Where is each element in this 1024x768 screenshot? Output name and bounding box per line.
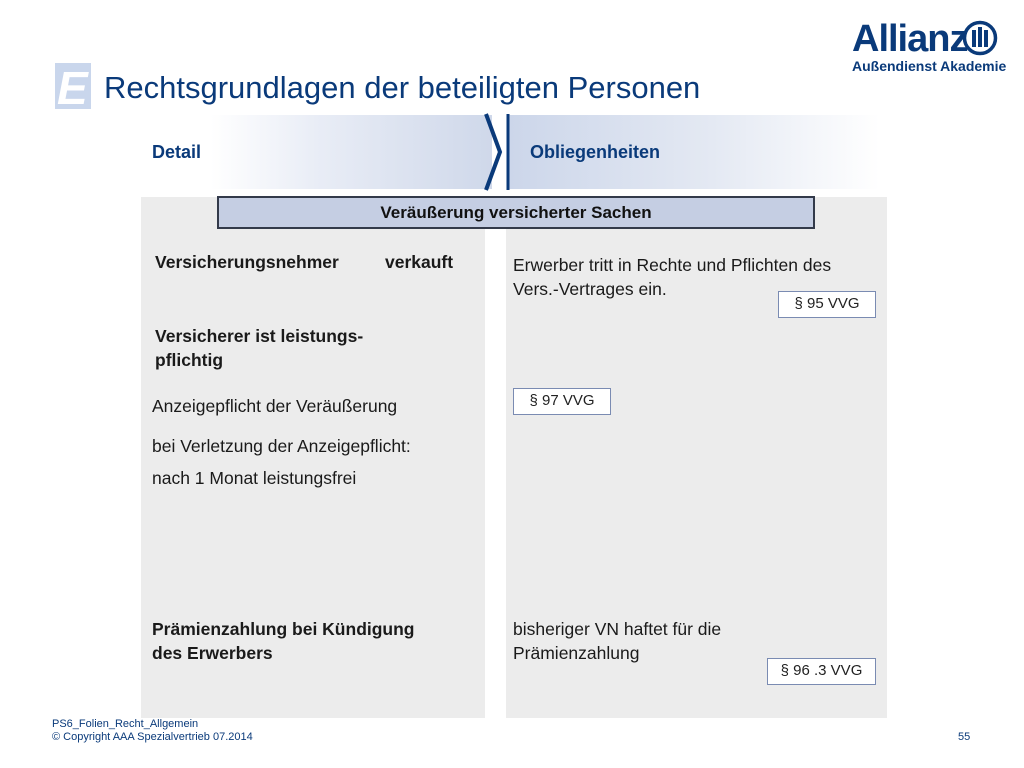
law-reference-96: § 96 .3 VVG bbox=[767, 658, 876, 685]
acquirer-text-line1: Erwerber tritt in Rechte und Pflichten des bbox=[513, 255, 832, 275]
previous-holder-line2: Prämienzahlung bbox=[513, 643, 640, 663]
page-number: 55 bbox=[958, 731, 971, 743]
sells-label: verkauft bbox=[385, 252, 454, 272]
insurer-liable-line1: Versicherer ist leistungs- bbox=[155, 326, 364, 346]
law-reference-95: § 95 VVG bbox=[778, 291, 876, 318]
allianz-eagle-icon bbox=[962, 20, 998, 56]
acquirer-text-line2: Vers.-Vertrages ein. bbox=[513, 279, 667, 299]
brand-name: Allianz bbox=[852, 18, 968, 60]
footer-copyright: © Copyright AAA Spezialvertrieb 07.2014 bbox=[52, 731, 253, 743]
topic-banner: Veräußerung versicherter Sachen bbox=[217, 196, 815, 229]
premium-payment-line1: Prämienzahlung bei Kündigung bbox=[152, 619, 415, 639]
obligations-label: Obliegenheiten bbox=[530, 142, 661, 162]
chapter-letter: E bbox=[57, 62, 88, 114]
chevron-right-icon bbox=[480, 112, 520, 192]
detail-header bbox=[140, 115, 492, 189]
consequence-text: nach 1 Monat leistungsfrei bbox=[152, 468, 357, 488]
detail-label: Detail bbox=[152, 142, 202, 162]
chapter-badge bbox=[55, 62, 91, 114]
premium-payment-line2: des Erwerbers bbox=[152, 643, 273, 663]
policyholder-label: Versicherungsnehmer bbox=[155, 252, 339, 272]
law-reference-97: § 97 VVG bbox=[513, 388, 611, 415]
obligations-header bbox=[508, 115, 880, 189]
previous-holder-line1: bisheriger VN haftet für die bbox=[513, 619, 722, 639]
insurer-liable-line2: pflichtig bbox=[155, 350, 224, 370]
notice-duty-text: Anzeigepflicht der Veräußerung bbox=[152, 396, 398, 416]
footer-file-name: PS6_Folien_Recht_Allgemein bbox=[52, 718, 199, 730]
brand-subtitle: Außendienst Akademie bbox=[852, 58, 1007, 74]
page-title: Rechtsgrundlagen der beteiligten Personen bbox=[104, 70, 701, 105]
violation-text: bei Verletzung der Anzeigepflicht: bbox=[152, 436, 411, 456]
